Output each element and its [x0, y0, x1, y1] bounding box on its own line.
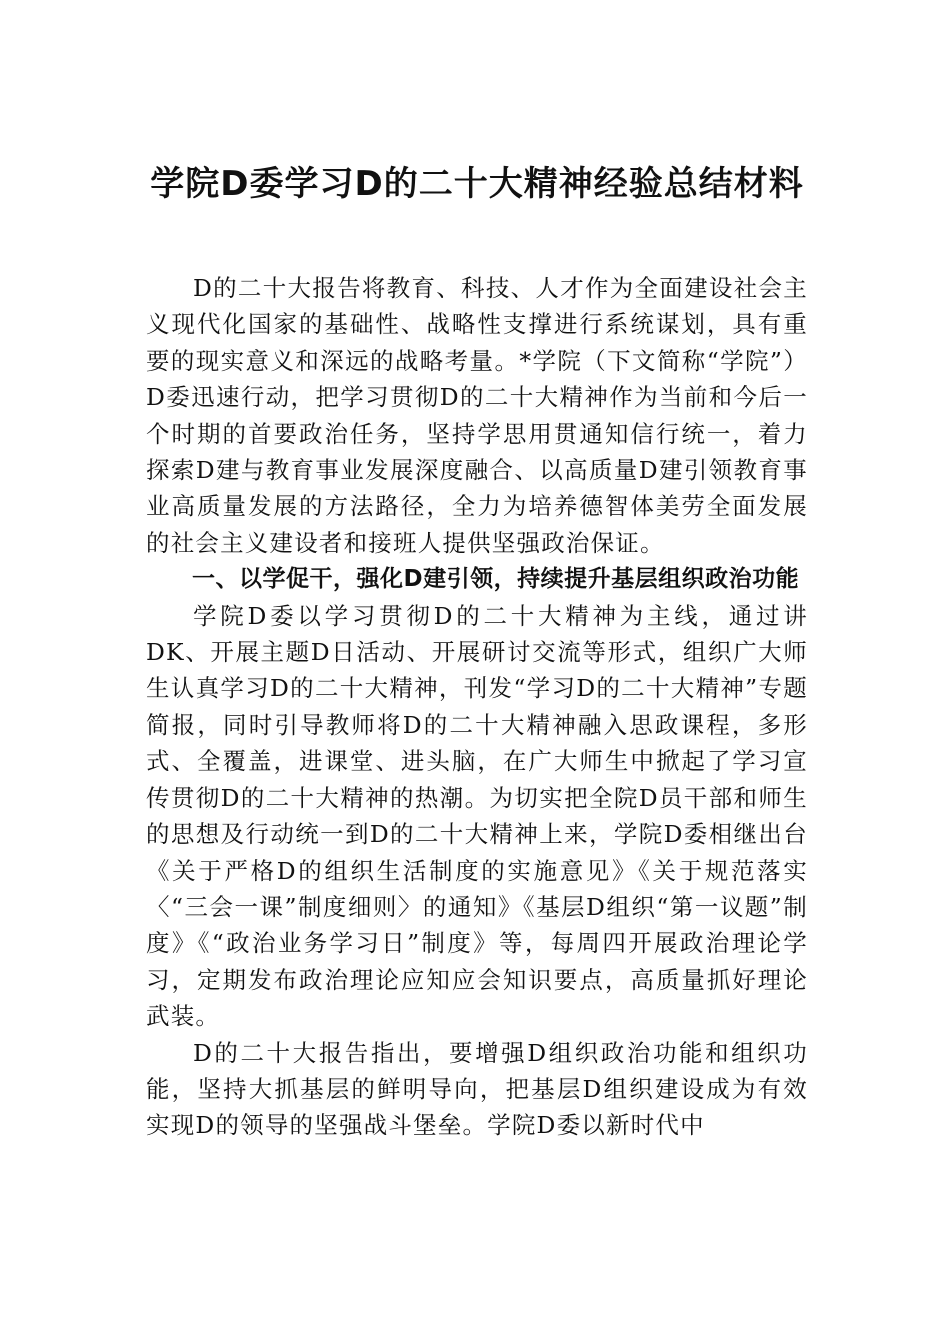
document-title: 学院D委学习D的二十大精神经验总结材料: [150, 164, 804, 204]
section-heading: 一、以学促干，强化D建引领，持续提升基层组织政治功能: [192, 566, 800, 593]
title-spacer: [146, 218, 808, 270]
intro-paragraph: D的二十大报告将教育、科技、人才作为全面建设社会主义现代化国家的基础性、战略性支撑进行系统谋划，具有重要的现实意义和深远的战略考量。*学院（下文简称“学院”）D委迅速行动，把学习贯彻D的二十大精神作为当前和今后一个时期的首要政治任务，坚持学思用贯通知信行统一，着力探索D建与教育事业发展深度融合、以高质量D建引领教育事业高质量发展的方法路径，全力为培养德智体美劳全面发展的社会主义建设者和接班人提供坚强政治保证。: [146, 274, 808, 557]
document-page: [146, 150, 808, 1144]
body-paragraph: 学院D委以学习贯彻D的二十大精神为主线，通过讲DK、开展主题D日活动、开展研讨交流等形式，组织广大师生认真学习D的二十大精神，刊发“学习D的二十大精神”专题简报，同时引导教师将D的二十大精神融入思政课程，多形式、全覆盖，进课堂、进头脑，在广大师生中掀起了学习宣传贯彻D的二十大精神的热潮。为切实把全院D员干部和师生的思想及行动统一到D的二十大精神上来，学院D委相继出台《关于严格D的组织生活制度的实施意见》《关于规范落实〈“三会一课”制度细则〉的通知》《基层D组织“第一议题”制度》《“政治业务学习日”制度》等，每周四开展政治理论学习，定期发布政治理论应知应会知识要点，高质量抓好理论武装。: [146, 601, 808, 1031]
body-paragraph: D的二十大报告指出，要增强D组织政治功能和组织功能，坚持大抓基层的鲜明导向，把基层D组织建设成为有效实现D的领导的坚强战斗堡垒。学院D委以新时代中: [146, 1038, 808, 1140]
